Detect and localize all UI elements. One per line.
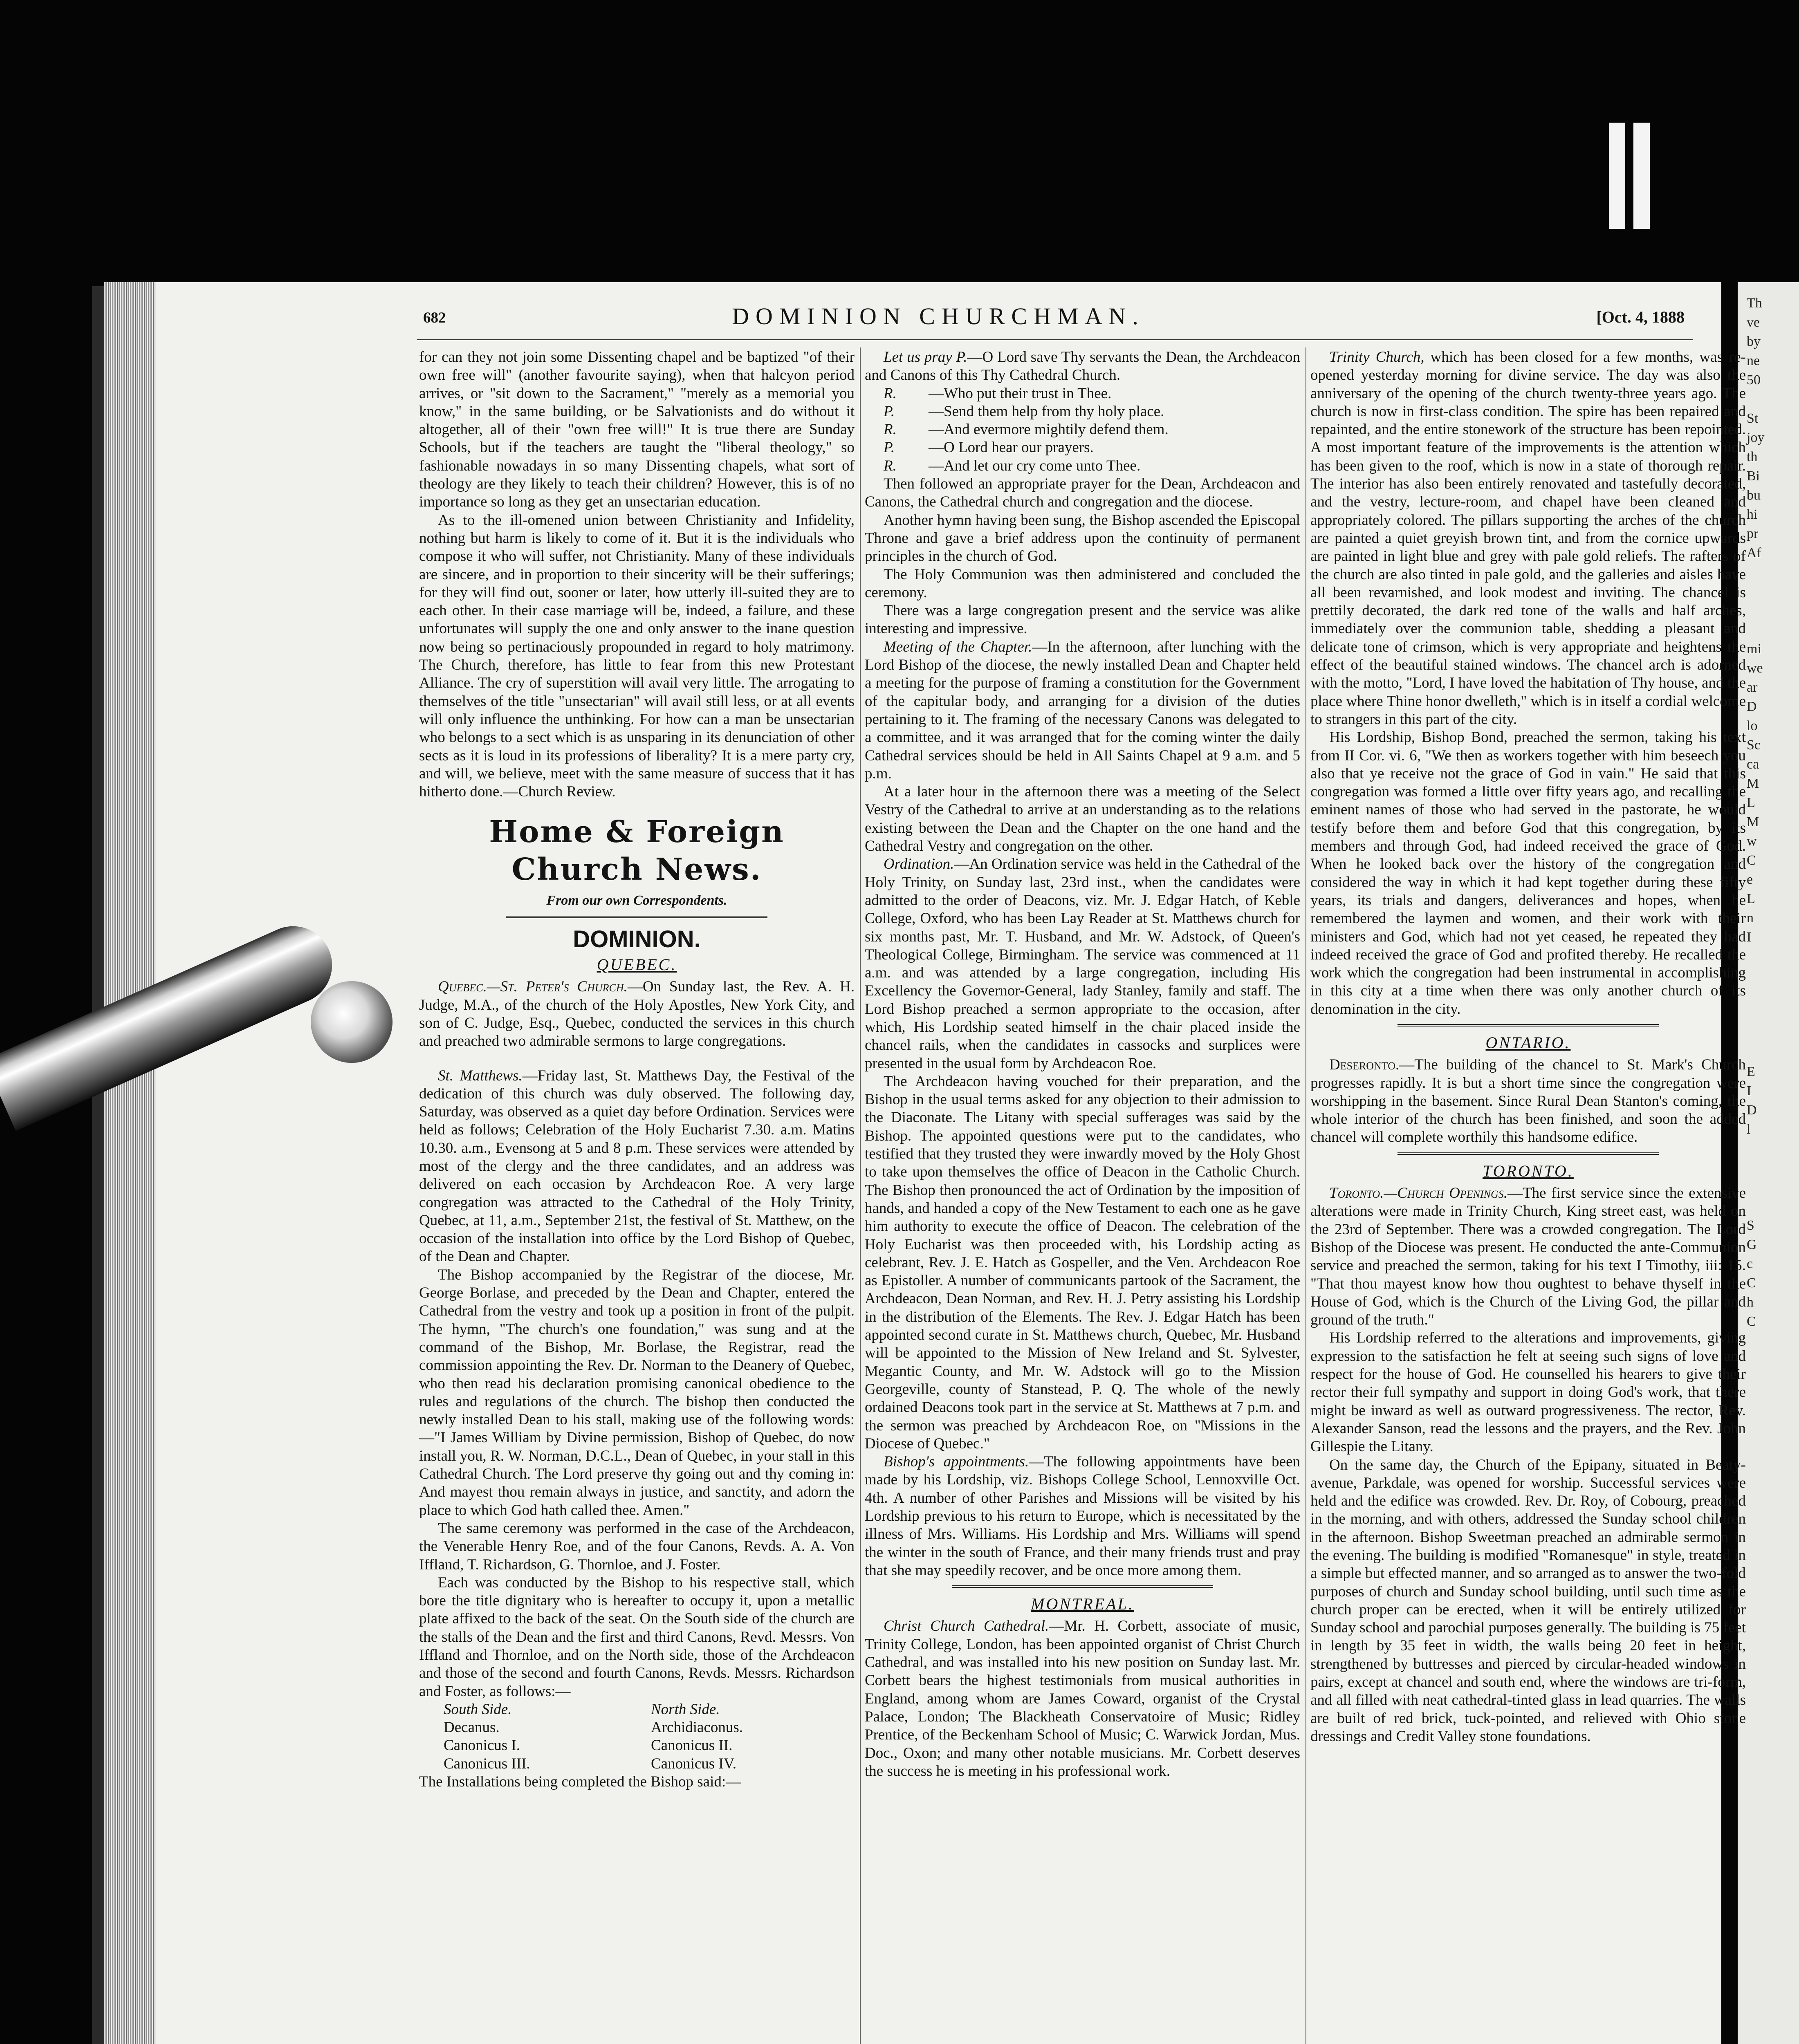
page-number: 682 bbox=[423, 309, 446, 326]
news-text: which has been closed for a few months, was re-opened yesterday morning for divine service. The day was also the anniversary of the opening of the church twenty-three years ago. The church is now in first-class condition. The spire has been repaired and repainted, and the entire stonework of the structure has been repointed. A most important feature of the improvements is the attention which has been given to the roof, which is now in a state of thorough repair. The interior has also been entirely renovated and tastefully decorated, and the vestry, lecture-room, and chapel have been cleaned and appropriately colored. The pillars supporting the arches of the church are painted a quiet greyish brown tint, and from the cornice upwards are painted in light blue and grey with pale gold reliefs. The rafters of the church are also tinted in pale gold, and the galleries and aisles have all been revarnished, and look modest and inviting. The chancel is prettily decorated, the dark red tone of the walls and half arches, immediately over the communion table, shedding a pleasant and delicate tone of crimson, which is very appropriate and heightens the effect of the beautiful stained windows. The chancel arch is adorned with the motto, "Lord, I have loved the habitation of Thy house, and the place where Thine honor dwelleth," which is in itself a cordial welcome to strangers in this part of the city. bbox=[1310, 349, 1746, 728]
article-paragraph: Then followed an appropriate prayer for the Dean, Archdeacon and Canons, the Cathedral church and congregation and the diocese. bbox=[865, 475, 1300, 511]
versicle-text: —And let our cry come unto Thee. bbox=[929, 457, 1141, 474]
news-text: —Mr. H. Corbett, associate of music, Trinity College, London, has been appointed organist of Christ Church Cathedral, and was installed into his new position on Sunday last. Mr. Corbett bears the highest testimonials from musical authorities in England, among whom are James Coward, organist of the Crystal Palace, London; The Blackheath Conservatoire of Music; Ridley Prentice, of the Beckenham School of Music; C. Warwick Jordan, Mus. Doc., Oxon; and many other notable musicians. Mr. Corbett deserves the success he is meeting in his professional work. bbox=[865, 1618, 1300, 1780]
newspaper-page bbox=[155, 282, 1746, 2044]
versicle-speaker: P. bbox=[884, 439, 895, 456]
double-rule bbox=[1397, 1024, 1659, 1026]
article-paragraph: Each was conducted by the Bishop to his respective stall, which bore the title dignitary who is hereafter to occupy it, upon a metallic plate affixed to the back of the seat. On the South side of the church are the stalls of the Dean and the first and third Canons, Revd. Messrs. Von Iffland and Thornloe, and on the North side, those of the Archdeacon and those of the second and fourth Canons, Revds. Messrs. Richardson and Foster, as follows:— bbox=[419, 1574, 855, 1700]
montreal-heading: MONTREAL. bbox=[1031, 1595, 1134, 1614]
news-item bbox=[1310, 348, 1746, 728]
article-paragraph: As to the ill-omened union between Christianity and Infidelity, nothing but harm is likely to come of it. But it is the individuals who compose it who will suffer, not Christianity. Many of these individuals are sincere, and in proportion to their sincerity will be their sufferings; for they will find out, sooner or later, how utterly ill-suited they are to each other. In their case marriage will be, indeed, a failure, and these unfortunates will supply the one and only answer to the inane question now being so pertinaciously propounded in regard to holy matrimony. The Church, therefore, has little to fear from this new Protestant Alliance. The cry of superstition will avail very little. The arrogating to themselves of the title "unsectarian" will avail still less, or at all events will only influence the unthinking. For how can a man be unsectarian who belongs to a sect which is as unsparing in its denunciation of other sects as it is loud in its professions of liberality? It is a mere party cry, and will, we believe, meet with the same measure of success that it has hitherto done.—Church Review. bbox=[419, 511, 855, 800]
news-lead: Toronto.—Church Openings. bbox=[1329, 1185, 1507, 1202]
news-lead: St. Matthews. bbox=[438, 1067, 523, 1084]
column-3 bbox=[1310, 348, 1746, 2044]
versicle bbox=[884, 439, 1300, 457]
article-paragraph: The Holy Communion was then administered and concluded the ceremony. bbox=[865, 566, 1300, 601]
news-text: —Friday last, St. Matthews Day, the Festival of the dedication of this church was duly observed. The following day, Saturday, was observed as a quiet day before Ordination. Services were held as follows; Celebration of the Holy Eucharist 7.30. a.m. Matins 10.30. a.m., Evensong at 5 and 8 p.m. These services were attended by most of the clergy and the three candidates, and an address was delivered on each occasion by Archdeacon Roe. A very large congregation was attracted to the Cathedral of the Holy Trinity, Quebec, at 11, a.m., September 21st, the festival of St. Matthew, on the occasion of the installation into office by the Lord Bishop of Quebec, of the Dean and Chapter. bbox=[419, 1067, 855, 1265]
stall-entry: Canonicus I. bbox=[444, 1737, 520, 1754]
stall-entry: Decanus. bbox=[444, 1719, 500, 1736]
news-item bbox=[865, 638, 1300, 783]
header-rule bbox=[417, 339, 1693, 340]
news-item bbox=[419, 1067, 855, 1266]
toronto-heading: TORONTO. bbox=[1483, 1161, 1574, 1180]
versicle bbox=[884, 385, 1300, 403]
scan-marker-bar bbox=[1633, 123, 1650, 229]
pin-head bbox=[311, 981, 393, 1063]
versicle-speaker: R. bbox=[884, 457, 897, 474]
double-rule bbox=[506, 916, 767, 918]
versicle-speaker: R. bbox=[884, 385, 897, 402]
north-side-list bbox=[651, 1701, 842, 1773]
issue-date: [Oct. 4, 1888 bbox=[1596, 308, 1685, 326]
news-text: —The first service since the extensive alterations were made in Trinity Church, King street east, was held on the 23rd of September. There was a crowded congregation. The Lord Bishop of the Diocese was present. He conducted the ante-Communion service and preached the sermon, taking for his text I Timothy, iii: 15. "That thou mayest know how thou oughtest to behave thyself in the House of God, which is the Church of the Living God, the pillar and ground of the truth." bbox=[1310, 1185, 1746, 1329]
news-lead: Let us pray P. bbox=[884, 349, 967, 365]
stall-entry: Canonicus III. bbox=[444, 1755, 530, 1772]
versicle-text: —Send them help from thy holy place. bbox=[929, 403, 1164, 420]
quebec-heading: QUEBEC. bbox=[597, 955, 677, 974]
stalls-table bbox=[419, 1701, 855, 1773]
column-1 bbox=[419, 348, 855, 2044]
article-paragraph: The Installations being completed the Bishop said:— bbox=[419, 1773, 741, 1791]
news-text: —The building of the chancel to St. Mark's Church progresses rapidly. It is but a short time since the congregation were worshipping in the basement. Since Rural Dean Stanton's coming, the whole interior of the church has been finished, and soon the added chancel will complete worthily this handsome edifice. bbox=[1310, 1056, 1746, 1146]
news-item bbox=[865, 1453, 1300, 1580]
news-item bbox=[865, 855, 1300, 1073]
article-paragraph: His Lordship, Bishop Bond, preached the sermon, taking his text from II Cor. vi. 6, "We then as workers together with him beseech you also that ye receive not the grace of God in vain." He said that this congregation was formed a little over fifty years ago, and recalling the eminent names of those who had served in the pastorate, he would testify before them and before God that this congregation, by its members and through God, had indeed received the grace of God. When he looked back over the history of the congregation and considered the way in which it had kept together during these fifty years, its trials and dangers, deliverances and hopes, when he remembered the laymen and women, and their work with their ministers and God, which had not yet ceased, he repeated they had indeed received the grace of God and profited thereby. He recalled the work which the congregation had been instrumental in accomplishing in this city at a time when there was only another church of its denomination in the city. bbox=[1310, 729, 1746, 1018]
versicles bbox=[865, 385, 1300, 475]
stall-entry: Canonicus II. bbox=[651, 1737, 733, 1754]
news-item bbox=[865, 348, 1300, 385]
versicle bbox=[884, 403, 1300, 421]
news-text: —In the afternoon, after lunching with the Lord Bishop of the diocese, the newly installed Dean and Chapter held a meeting for the purpose of framing a constitution for the Government of the capitular body, and arranging for a division of the duties pertaining to it. The framing of the necessary Canons was delegated to a committee, and it was arranged that for the coming winter the daily Cathedral services should be held in All Saints Chapel at 9 a.m. and 5 p.m. bbox=[865, 638, 1301, 782]
news-lead: Meeting of the Chapter. bbox=[884, 638, 1032, 655]
book-page-edges bbox=[104, 282, 157, 2044]
article-paragraph: At a later hour in the afternoon there was a meeting of the Select Vestry of the Cathedral to arrive at an understanding as to the relations existing between the Dean and the Chapter on the one hand and the Cathedral Vestry and congregation on the other. bbox=[865, 783, 1300, 855]
article-paragraph: The same ceremony was performed in the case of the Archdeacon, the Venerable Henry Roe, and of the four Canons, Revds. A. A. Von Iffland, T. Richardson, G. Thornloe, and J. Foster. bbox=[419, 1520, 855, 1573]
versicle-speaker: R. bbox=[884, 421, 897, 438]
facing-page-fragment bbox=[1738, 282, 1799, 2044]
page-header bbox=[155, 282, 1721, 339]
article-paragraph: There was a large congregation present and the service was alike interesting and impressive. bbox=[865, 602, 1300, 637]
dominion-heading: DOMINION. bbox=[573, 926, 701, 953]
news-lead: Christ Church Cathedral. bbox=[884, 1618, 1049, 1635]
ontario-heading: ONTARIO. bbox=[1485, 1033, 1571, 1052]
versicle-text: —O Lord hear our prayers. bbox=[929, 439, 1094, 456]
news-item bbox=[1310, 1056, 1746, 1146]
article-paragraph: His Lordship referred to the alterations and improvements, giving expression to the satisfaction he felt at seeing such signs of love and respect for the house of God. He counselled his hearers to give their rector their full sympathy and support in doing God's work, that there might be inward as well as outward progressiveness. The rector, Rev. Alexander Sanson, read the lessons and the prayers, and the Rev. John Gillespie the Litany. bbox=[1310, 1329, 1746, 1455]
news-lead: Quebec.—St. Peter's Church. bbox=[438, 978, 628, 995]
double-rule bbox=[952, 1585, 1213, 1588]
facing-page-text: Th ve by ne 50 St joy th Bi bu hi pr Af mi we ar D lo Sc ca M L M w C e L n I E I D l S G c C h C bbox=[1747, 296, 1765, 1329]
news-lead: Deseronto. bbox=[1329, 1056, 1400, 1074]
versicle bbox=[884, 457, 1300, 475]
news-item bbox=[419, 978, 855, 1050]
south-side-list bbox=[444, 1701, 635, 1773]
masthead: DOMINION CHURCHMAN. bbox=[732, 303, 1145, 329]
section-byline: From our own Correspondents. bbox=[546, 893, 727, 908]
news-text: —The following appointments have been made by his Lordship, viz. Bishops College School, Lennoxville Oct. 4th. A number of other Parishes and Missions will be visited by his Lordship previous to his return to Europe, which is necessitated by the illness of Mrs. Williams. His Lordship and Mrs. Williams will spend the winter in the south of France, and their many friends trust and pray that she may speedily recover, and be once more among them. bbox=[865, 1453, 1300, 1579]
scan-marker-bar bbox=[1609, 123, 1625, 229]
news-lead: Ordination. bbox=[884, 856, 954, 873]
news-text: —O Lord save Thy servants the Dean, the Archdeacon and Canons of this Thy Cathedral Church. bbox=[865, 349, 1300, 384]
versicle-text: —And evermore mightily defend them. bbox=[929, 421, 1169, 438]
column-rule bbox=[860, 347, 861, 2044]
column-2 bbox=[865, 348, 1300, 2044]
news-item bbox=[1310, 1184, 1746, 1329]
stall-entry: Canonicus IV. bbox=[651, 1755, 736, 1772]
article-paragraph: The Archdeacon having vouched for their preparation, and the Bishop in the usual terms asked for any objection to their admission to the Diaconate. The Litany with special sufferages was said by the Bishop. The appointed questions were put to the candidates, who testified that they trusted they were inwardly moved by the Holy Ghost to take upon themselves the office of Deacon in the Catholic Church. The Bishop then pronounced the act of Ordination by the imposition of hands, and handed a copy of the New Testament to each one as he gave him authority to execute the office of Deacon. The celebration of the Holy Eucharist was then proceeded with, his Lordship acting as celebrant, Rev. J. E. Hatch as Gospeller, and the Ven. Archdeacon Roe as Epistoller. A number of communicants partook of the Sacrament, the Archdeacon, Dean Norman, and Rev. H. J. Petry assisting his Lordship in the distribution of the Elements. The Rev. J. Edgar Hatch has been appointed second curate in St. Matthews church, Quebec, Mr. Husband will be appointed to the Mission of New Ireland and St. Sylvester, Megantic County, and Mr. W. Adstock will go to the Mission Georgeville, county of Stanstead, P. Q. The whole of the newly ordained Deacons took part in the service at St. Matthews at 7 p.m. and the sermon was preached by Archdeacon Roe, on "Missions in the Diocese of Quebec." bbox=[865, 1073, 1300, 1452]
south-side-heading: South Side. bbox=[444, 1701, 512, 1718]
versicle-text: —Who put their trust in Thee. bbox=[929, 385, 1112, 402]
section-title: Home & Foreign Church News. bbox=[489, 814, 785, 888]
news-text: —On Sunday last, the Rev. A. H. Judge, M.A., of the church of the Holy Apostles, New York City, and son of C. Judge, Esq., Quebec, conducted the services in this church and preached two admirable sermons to large congregations. bbox=[419, 978, 855, 1050]
article-paragraph: Another hymn having been sung, the Bishop ascended the Episcopal Throne and gave a brief address upon the continuity of permanent principles in the church of God. bbox=[865, 511, 1300, 565]
article-paragraph: On the same day, the Church of the Epipany, situated in Beaty-avenue, Parkdale, was opened for worship. Successful services were held and the edifice was crowded. Rev. Dr. Roy, of Cobourg, preached in the morning, and with others, addressed the Sunday school children in the afternoon. Bishop Sweetman preached an admirable sermon in the evening. The building is modified "Romanesque" in style, treated in a simple but effected manner, and so arranged as to answer the two-fold purposes of church and Sunday school building, until such time as the church proper can be erected, when it will be entirely utilized for Sunday school and parochial purposes generally. The building is 75 feet in length by 35 feet in width, the walls being 20 feet in height, strengthened by buttresses and pierced by circular-headed windows in pairs, except at chancel and south end, where the windows are tri-form, and all filled with neat cathedral-tinted glass in lead quarries. The walls are built of red brick, tuck-pointed, and relieved with Ohio stone dressings and Credit Valley stone foundations. bbox=[1310, 1456, 1746, 1745]
stall-entry: Archidiaconus. bbox=[651, 1719, 743, 1736]
versicle bbox=[884, 421, 1300, 439]
news-lead: Trinity Church, bbox=[1329, 349, 1424, 365]
versicle-speaker: P. bbox=[884, 403, 895, 420]
news-item bbox=[865, 1617, 1300, 1780]
news-lead: Bishop's appointments. bbox=[884, 1453, 1029, 1470]
north-side-heading: North Side. bbox=[651, 1701, 720, 1718]
news-text: —An Ordination service was held in the Cathedral of the Holy Trinity, on Sunday last, 23rd inst., when the candidates were admitted to the order of Deacons, viz. Mr. J. Edgar Hatch, of Keble College, Oxford, who has been Lay Reader at St. Matthews church for six months past, Mr. T. Husband, and Mr. W. Adstock, of Queen's Theological College, Birmingham. The service was commenced at 11 a.m. and was attended by a large congregation, including His Excellency the Governor-General, lady Stanley, family and staff. The Lord Bishop preached a sermon appropriate to the occasion, after which, His Lordship seated himself in the chair placed inside the chancel rails, when the candidates in cassocks and surplices were presented in the usual form by Archdeacon Roe. bbox=[865, 856, 1300, 1072]
article-paragraph: The Bishop accompanied by the Registrar of the diocese, Mr. George Borlase, and preceded by the Dean and Chapter, entered the Cathedral from the vestry and took up a position in front of the pulpit. The hymn, "The church's one foundation," was sung and at the command of the Bishop, Mr. Borlase, the Registrar, read the commission appointing the Rev. Dr. Norman to the Deanery of Quebec, who then read his declaration promising canonical obedience to the rules and regulations of the church. The bishop then conducted the newly installed Dean to his stall, making use of the following words:—"I James William by Divine permission, Bishop of Quebec, do now install you, R. W. Norman, D.C.L., Dean of Quebec, in your stall in this Cathedral Church. The Lord preserve thy going out and thy coming in: And mayest thou remain always in justice, and sanctity, and adorn the place to which God hath called thee. Amen." bbox=[419, 1266, 855, 1519]
article-paragraph: for can they not join some Dissenting chapel and be baptized "of their own free will" (another favourite saying), when that halcyon period arrives, or "sit down to the Sacrament," "merely as a memorial you know," in the same building, or be Salvationists and do without it altogether, all of their "own free will!" It is true there are Sunday Schools, but if the teachers are taught the "liberal theology," so fashionable nowadays in so many Dissenting chapels, what sort of theology are they likely to teach their children? However, this is of no importance so long as they get an unsectarian education. bbox=[419, 349, 855, 511]
double-rule bbox=[1397, 1152, 1659, 1155]
